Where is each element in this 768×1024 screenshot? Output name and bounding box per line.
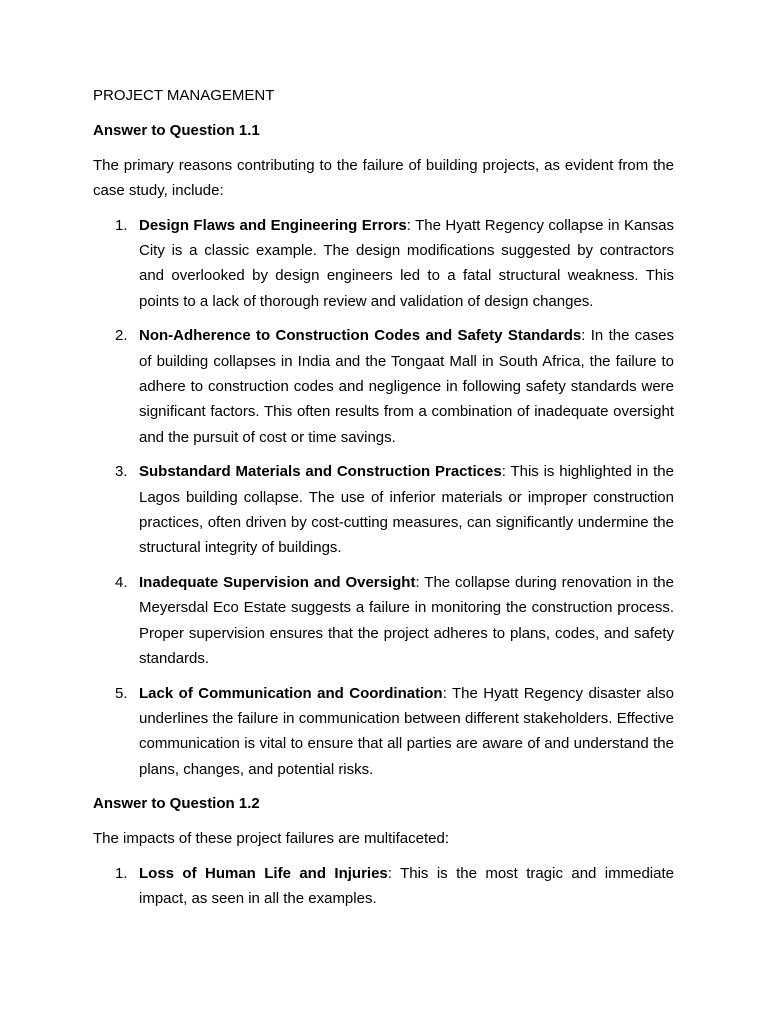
- list-item-term: Non-Adherence to Construction Codes and Safety Standards: [139, 327, 582, 345]
- section-heading: Answer to Question 1.2: [93, 795, 260, 813]
- list-item: [93, 459, 674, 560]
- list-item-text: : The collapse during renovation in the Meyersdal Eco Estate suggests a failure in monitoring the construction process. Proper supervision ensures that the project adheres to plans, codes, and safety standards.: [139, 574, 674, 667]
- list-item-number: 1.: [115, 216, 128, 234]
- list-item-term: Design Flaws and Engineering Errors: [139, 216, 407, 234]
- list-item-text: : This is the most tragic and immediate impact, as seen in all the examples.: [139, 865, 674, 908]
- list-item-text: : This is highlighted in the Lagos building collapse. The use of inferior materials or improper construction practices, often driven by cost-cutting measures, can significantly undermine the structural integrity of buildings.: [139, 463, 674, 557]
- list-item-text: : In the cases of building collapses in India and the Tongaat Mall in South Africa, the failure to adhere to construction codes and negligence in following safety standards were significant factors. This often results from a combination of inadequate oversight and the pursuit of cost or time savings.: [139, 327, 674, 446]
- reasons-list: [93, 213, 674, 782]
- list-item-number: 2.: [115, 327, 128, 345]
- list-item: [93, 570, 674, 671]
- section-heading: Answer to Question 1.1: [93, 121, 260, 139]
- list-item: [93, 323, 674, 449]
- section-question-1-1: [93, 118, 674, 782]
- list-item-text: : The Hyatt Regency collapse in Kansas City is a classic example. The design modifications suggested by contractors and overlooked by design engineers led to a fatal structural weakness. This points to a lack of thorough review and validation of design changes.: [139, 216, 675, 310]
- section-question-1-2: [93, 791, 674, 911]
- list-item-number: 3.: [115, 463, 128, 481]
- list-item-number: 1.: [115, 865, 128, 883]
- section-intro: The impacts of these project failures are multifaceted:: [93, 830, 450, 848]
- section-intro: The primary reasons contributing to the failure of building projects, as evident from the case study, include:: [93, 156, 674, 199]
- document-body: [93, 83, 674, 921]
- list-item-text: : The Hyatt Regency disaster also underlines the failure in communication between different stakeholders. Effective communication is vital to ensure that all parties are aware of and understand the plans, changes, and potential risks.: [139, 684, 674, 778]
- list-item-number: 4.: [115, 574, 128, 592]
- list-item: [93, 861, 674, 912]
- list-item-term: Inadequate Supervision and Oversight: [139, 574, 416, 592]
- list-item: [93, 213, 674, 314]
- list-item-term: Loss of Human Life and Injuries: [139, 865, 388, 883]
- list-item-term: Lack of Communication and Coordination: [139, 684, 443, 702]
- impacts-list: [93, 861, 674, 912]
- document-title: PROJECT MANAGEMENT: [93, 87, 275, 104]
- list-item-number: 5.: [115, 684, 128, 702]
- list-item: [93, 681, 674, 782]
- list-item-term: Substandard Materials and Construction Practices: [139, 463, 502, 481]
